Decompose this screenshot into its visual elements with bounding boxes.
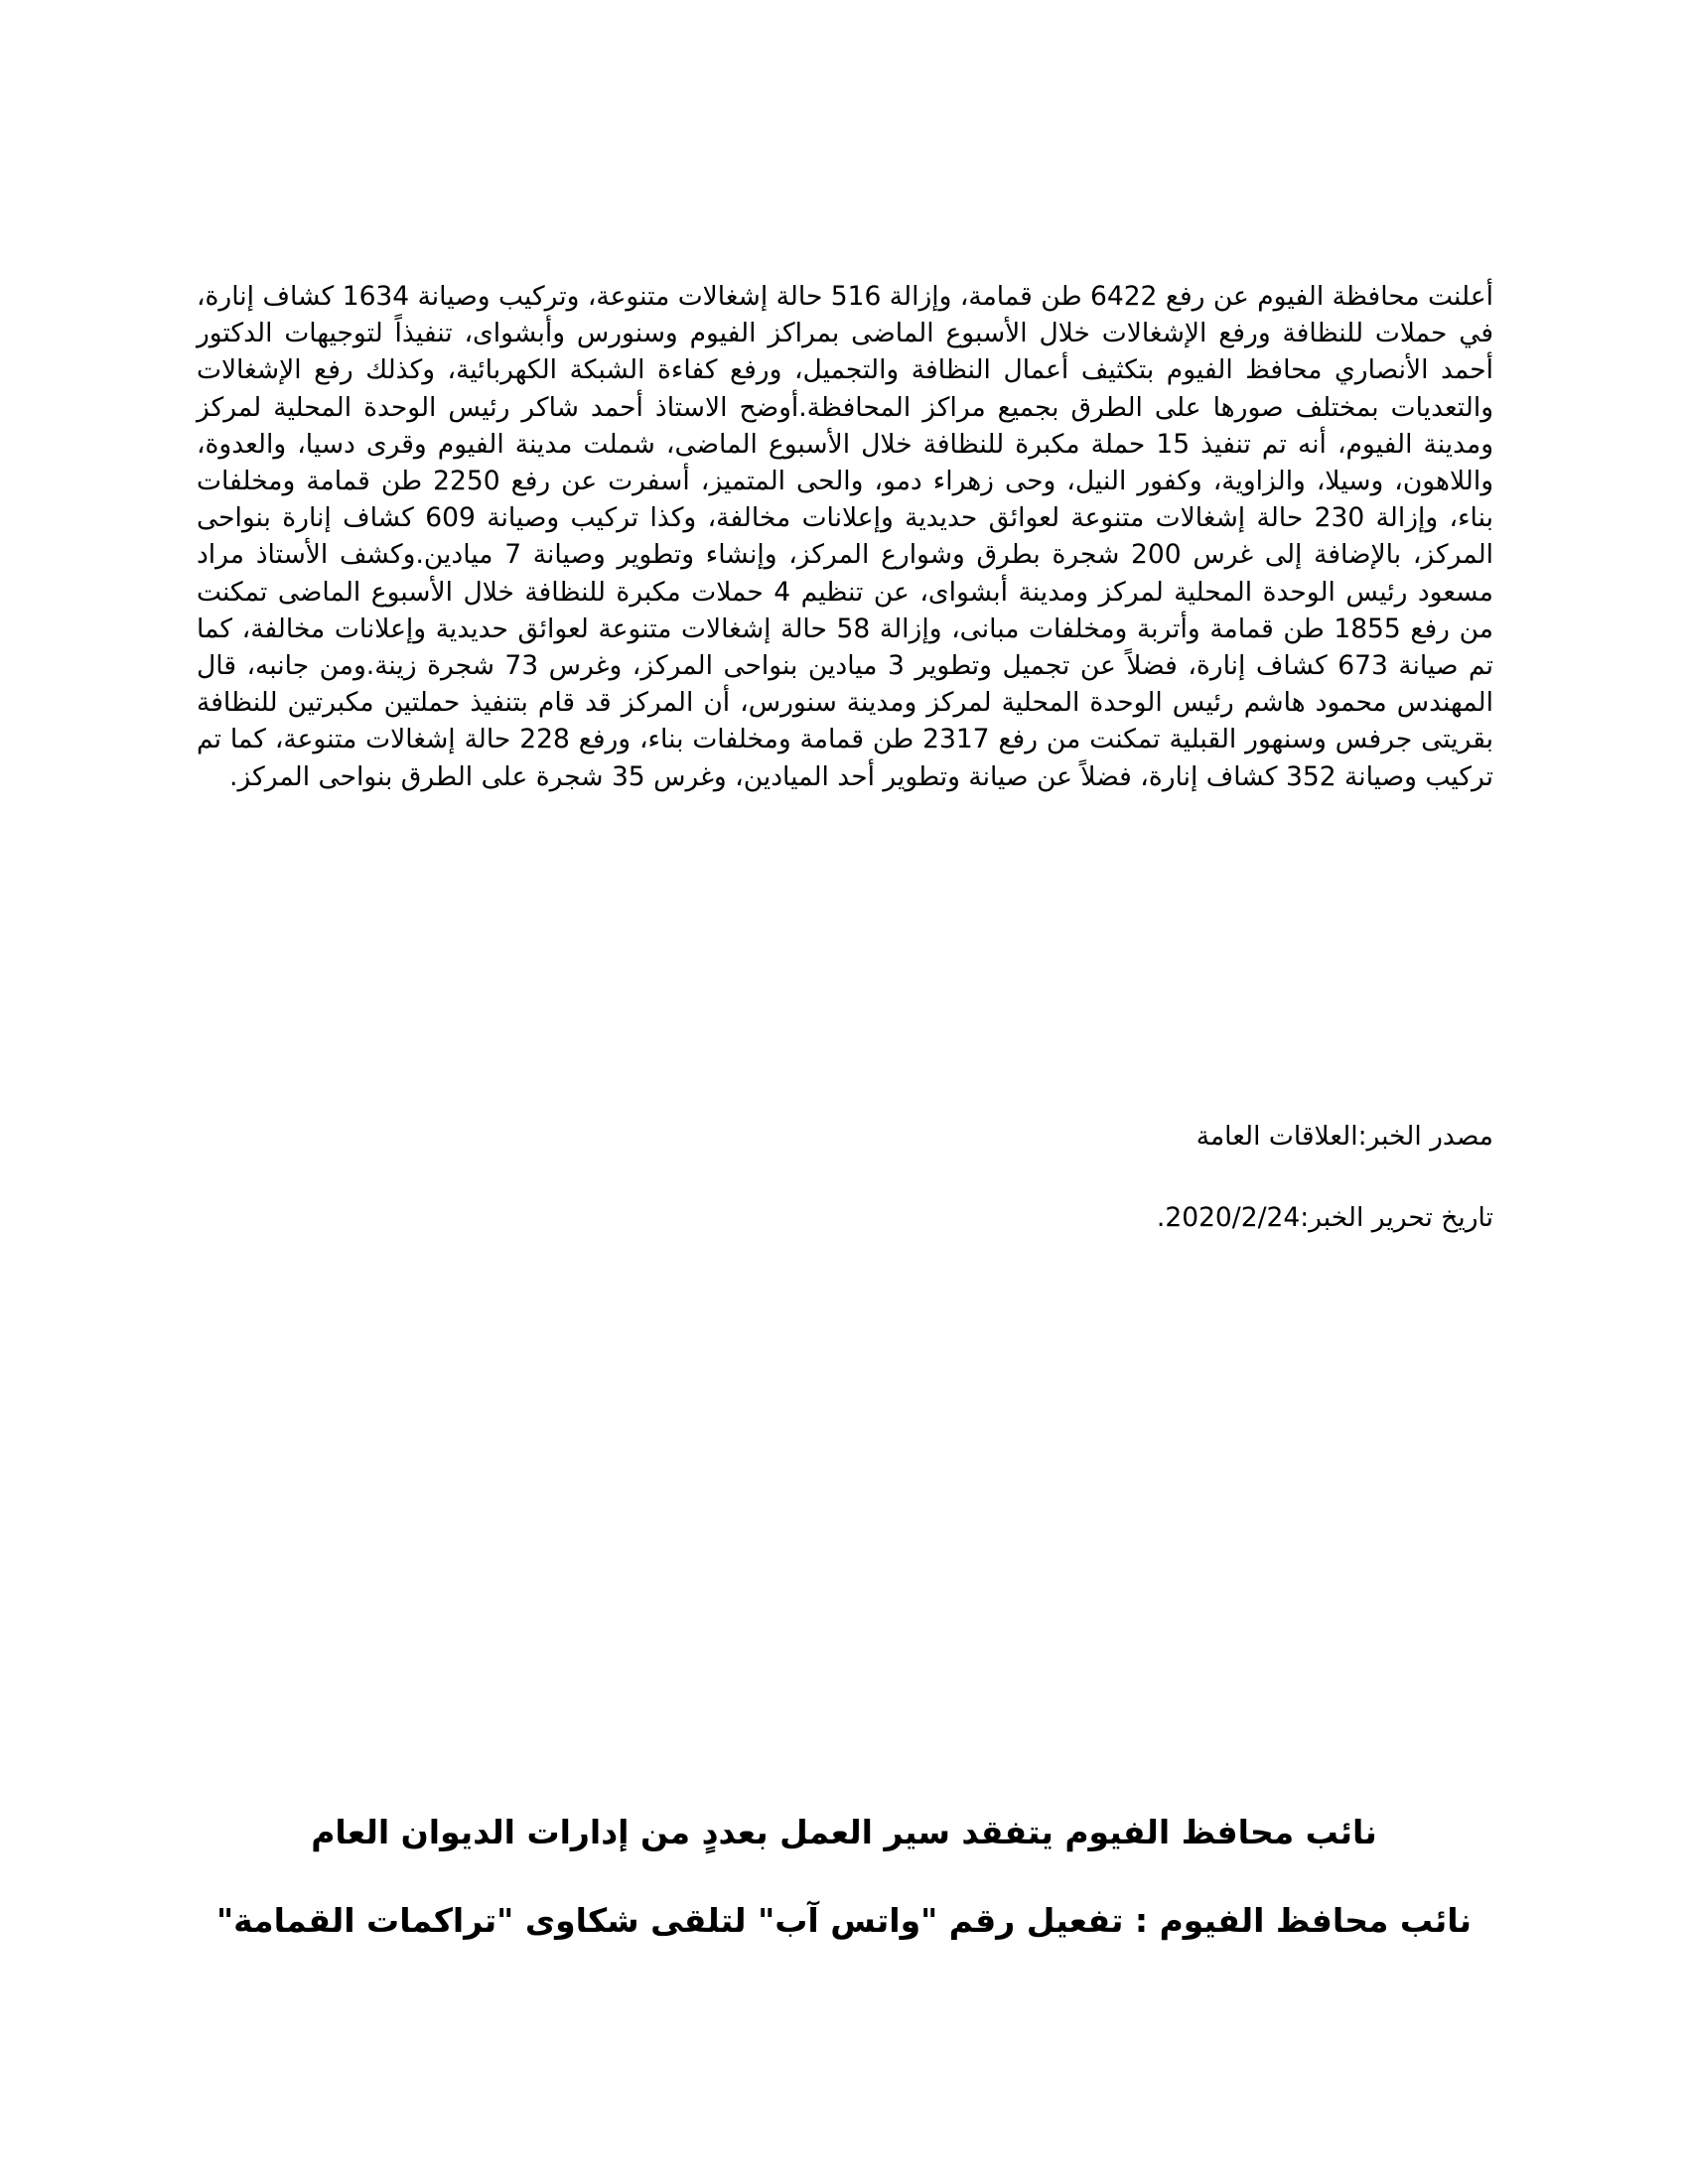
related-news-link[interactable]: نائب محافظ الفيوم يتفقد سير العمل بعددٍ من إدارات الديوان العام bbox=[311, 1813, 1377, 1851]
news-source-line: مصدر الخبر:العلاقات العامة bbox=[1196, 1121, 1493, 1152]
news-date-line: تاريخ تحرير الخبر:2020/2/24. bbox=[1156, 1202, 1493, 1233]
related-news-link[interactable]: نائب محافظ الفيوم : تفعيل رقم "واتس آب" لتلقى شكاوى "تراكمات القمامة" bbox=[215, 1901, 1473, 1940]
article-body-text: أعلنت محافظة الفيوم عن رفع 6422 طن قمامة، وإزالة 516 حالة إشغالات متنوعة، وتركيب وصيانة 1634 كشاف إنارة، في حملات للنظافة ورفع الإشغالات خلال الأسبوع الماضى بمراكز الفيوم وسنورس وأبشواى، تنفيذاً لتوجيهات الدكتور أحمد الأنصاري محافظ الفيوم بتكثيف أعمال النظافة والتجميل، ورفع كفاءة الشبكة الكهربائية، وكذلك رفع الإشغالات والتعديات بمختلف صورها على الطرق بجميع مراكز المحافظة.أوضح الاستاذ أحمد شاكر رئيس الوحدة المحلية لمركز ومدينة الفيوم، أنه تم تنفيذ 15 حملة مكبرة للنظافة خلال الأسبوع الماضى، شملت مدينة الفيوم وقرى دسيا، والعدوة، واللاهون، وسيلا، والزاوية، وكفور النيل، وحى زهراء دمو، والحى المتميز، أسفرت عن رفع 2250 طن قمامة ومخلفات بناء، وإزالة 230 حالة إشغالات متنوعة لعوائق حديدية وإعلانات مخالفة، وكذا تركيب وصيانة 609 كشاف إنارة بنواحى المركز، بالإضافة إلى غرس 200 شجرة بطرق وشوارع المركز، وإنشاء وتطوير وصيانة 7 ميادين.وكشف الأستاذ مراد مسعود رئيس الوحدة المحلية لمركز ومدينة أبشواى، عن تنظيم 4 حملات مكبرة للنظافة خلال الأسبوع الماضى تمكنت من رفع 1855 طن قمامة وأتربة ومخلفات مبانى، وإزالة 58 حالة إشغالات متنوعة لعوائق حديدية وإعلانات مخالفة، كما تم صيانة 673 كشاف إنارة، فضلاً عن تجميل وتطوير 3 ميادين بنواحى المركز، وغرس 73 شجرة زينة.ومن جانبه، قال المهندس محمود هاشم رئيس الوحدة المحلية لمركز ومدينة سنورس، أن المركز قد قام بتنفيذ حملتين مكبرتين للنظافة بقريتى جرفس وسنهور القبلية تمكنت من رفع 2317 طن قمامة ومخلفات بناء، ورفع 228 حالة إشغالات متنوعة، كما تم تركيب وصيانة 352 كشاف إنارة، فضلاً عن صيانة وتطوير أحد الميادين، وغرس 35 شجرة على الطرق بنواحى المركز. bbox=[197, 281, 1494, 792]
